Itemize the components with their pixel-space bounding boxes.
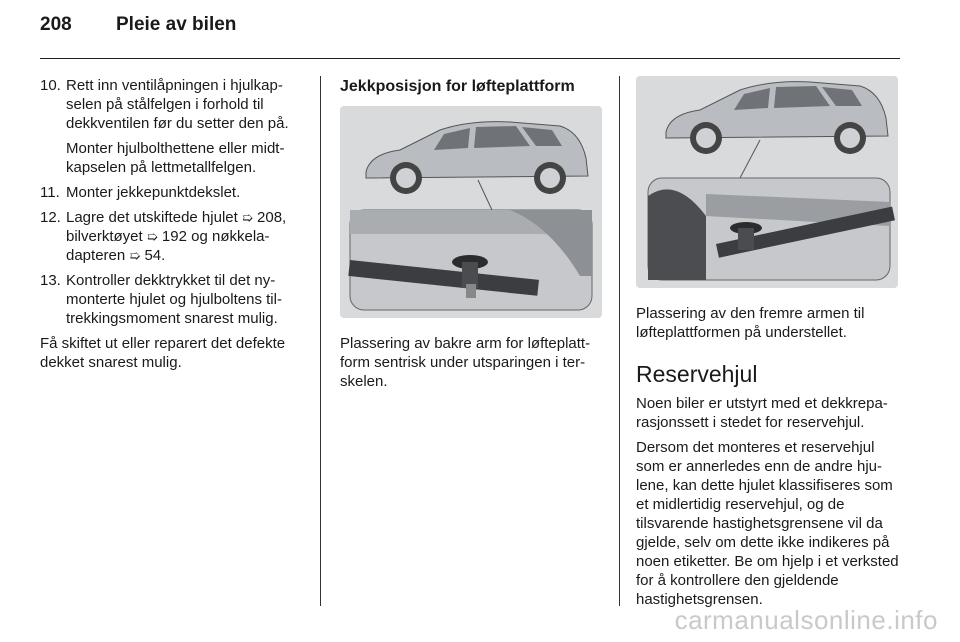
step-text: Monter hjulbolthettene eller midtkapselen på lettmetallfelgen. (66, 140, 285, 176)
step-10 (40, 76, 302, 177)
step-11 (40, 183, 302, 202)
figure-caption: Plassering av den fremre armen til løfteplattformen på understellet. (636, 305, 865, 341)
step-text: Rett inn ventilåpningen i hjulkapselen på stålfelgen i forhold til dekkventilen før du setter den på. (66, 77, 289, 132)
cross-reference-arrow-icon: ➯ (241, 210, 253, 225)
cross-reference-arrow-icon: ➯ (129, 248, 141, 263)
step-number: 11. (40, 184, 60, 201)
step-12 (40, 208, 302, 265)
step-text: Kontroller dekktrykket til det nymonterte hjulet og hjulboltens tiltrekkingsmoment snarest mulig. (66, 272, 282, 327)
section-heading: Jekkposisjon for løfteplattform (340, 78, 575, 95)
car-lift-front-illustration (636, 76, 898, 288)
figure-rear-arm (340, 106, 602, 318)
section-heading-spare-wheel: Reservehjul (636, 361, 758, 387)
page-header (40, 14, 236, 50)
step-text: Lagre det utskiftede hjulet ➯ 208, bilverktøyet ➯ 192 og nøkkeladapteren ➯ 54. (66, 209, 287, 264)
step-text: Monter jekkepunktdekslet. (66, 184, 241, 201)
figure-front-arm (636, 76, 898, 288)
page-title: Pleie av bilen (116, 14, 237, 35)
header-divider (40, 58, 900, 59)
column-instructions (40, 76, 302, 378)
step-number: 12. (40, 209, 61, 226)
cross-reference-arrow-icon: ➯ (146, 229, 158, 244)
column-divider-2 (619, 76, 620, 606)
column-jack-position (340, 76, 602, 397)
paragraph: Dersom det monteres et reservehjul som er annerledes enn de andre hjulene, kan dette hjulet klassifiseres som et midlertidig reservehjul, og de tilsvarende hastighetsgrensene vil da gjelde, selv om dette ikke indikeres på noen etiketter. Be om hjelp i et verksted for å kontrollere den gjeldende hastighetsgrensen. (636, 439, 899, 608)
step-number: 13. (40, 272, 61, 289)
closing-paragraph: Få skiftet ut eller reparert det defekte dekket snarest mulig. (40, 335, 286, 371)
paragraph: Noen biler er utstyrt med et dekkreparasjonssett i stedet for reservehjul. (636, 395, 888, 431)
page-number: 208 (40, 14, 72, 35)
step-number: 10. (40, 77, 61, 94)
car-lift-illustration (340, 106, 602, 318)
figure-caption: Plassering av bakre arm for løfteplattform sentrisk under utsparingen i terskelen. (340, 335, 591, 390)
watermark: carmanualsonline.info (674, 605, 938, 635)
step-13 (40, 271, 302, 328)
column-front-arm (636, 76, 902, 615)
column-divider-1 (320, 76, 321, 606)
